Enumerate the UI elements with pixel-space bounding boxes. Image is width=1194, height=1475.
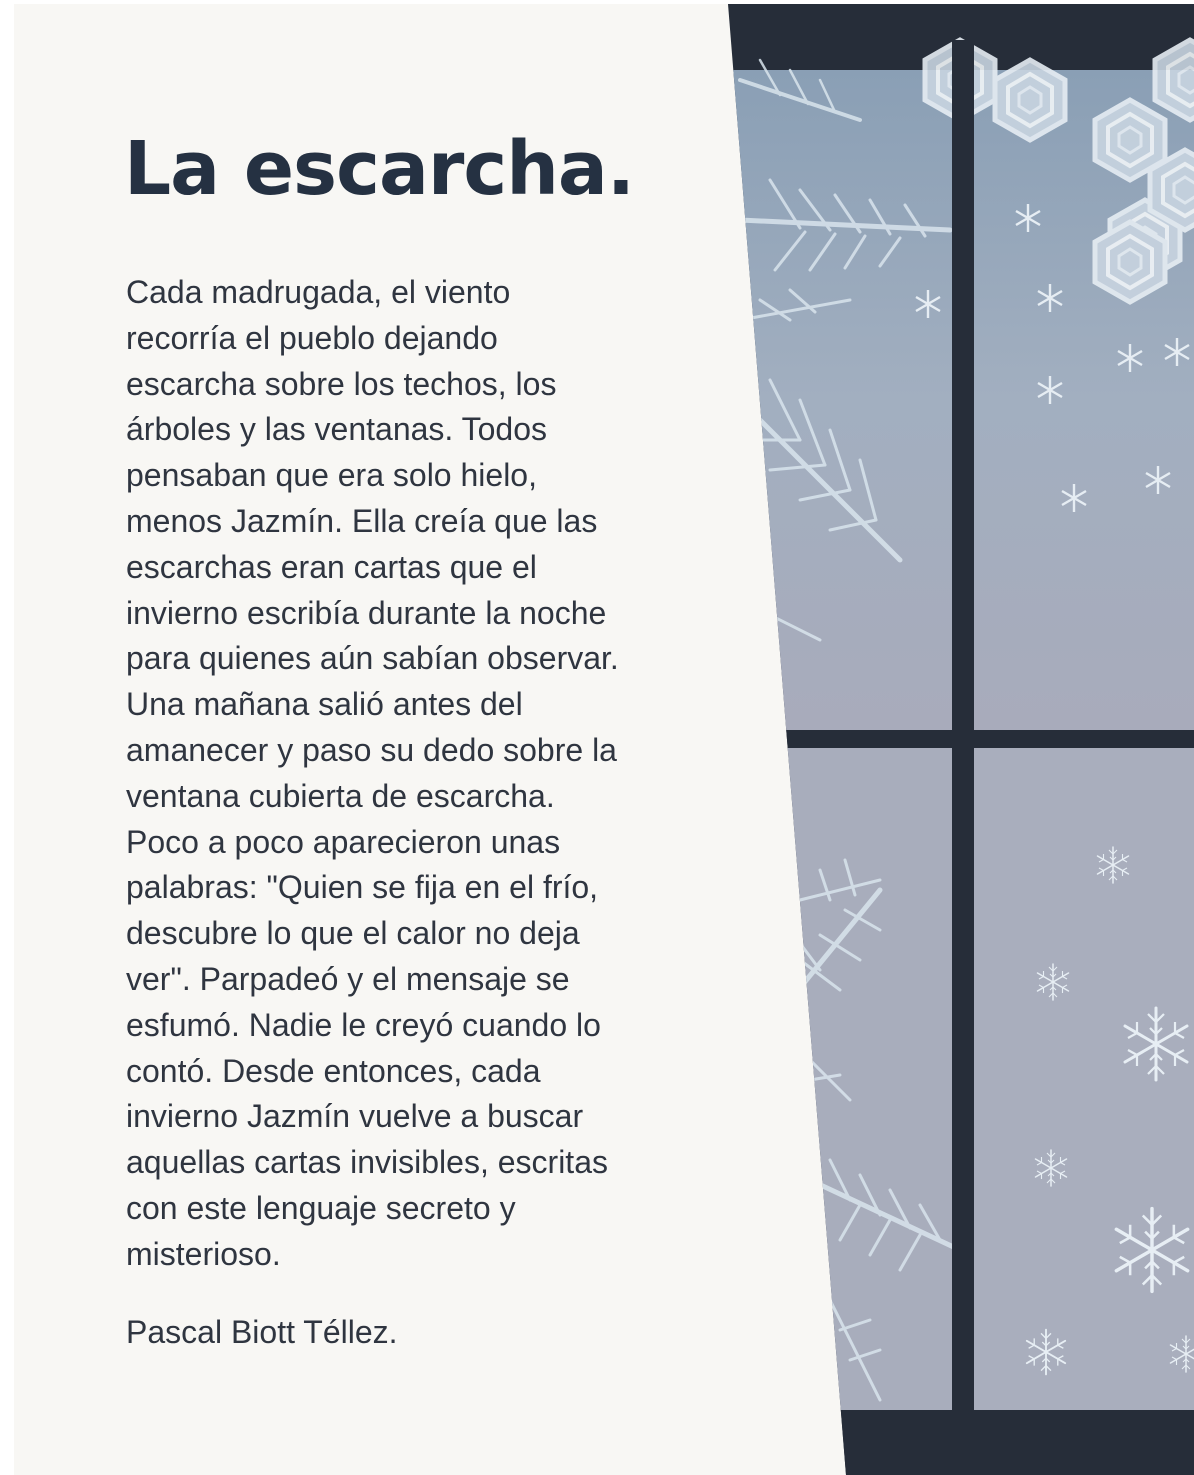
story-line: recorría el pueblo dejando [126,319,498,356]
window-frame-transom [700,730,1194,748]
story-line: misterioso. [126,1235,281,1272]
story-line: Poco a poco aparecieron unas [126,823,561,860]
story-line: ventana cubierta de escarcha. [126,777,555,814]
story-line: para quienes aún sabían observar. [126,640,619,677]
story-line: invierno escribía durante la noche [126,594,607,631]
story-line: pensaban que era solo hielo, [126,457,537,494]
story-line: contó. Desde entonces, cada [126,1052,541,1089]
author-signature: Pascal Biott Téllez. [126,1314,398,1350]
story-line: con este lenguaje secreto y [126,1189,516,1226]
story-line: amanecer y paso su dedo sobre la [126,731,617,768]
story-line: menos Jazmín. Ella creía que las [126,502,598,539]
story-title: La escarcha. [124,126,634,212]
story-line: esfumó. Nadie le creyó cuando lo [126,1006,601,1043]
window-pane-bottom-left [700,748,952,1410]
story-line: escarcha sobre los techos, los [126,365,557,402]
story-line: palabras: "Quien se fija en el frío, [126,869,599,906]
window-pane-bottom-right [974,748,1194,1410]
story-line: invierno Jazmín vuelve a buscar [126,1098,584,1135]
story-line: descubre lo que el calor no deja [126,915,580,952]
story-line: Una mañana salió antes del [126,686,523,723]
window-frame-bottom [700,1410,1194,1475]
window-pane-top-left [700,70,952,730]
story-line: Cada madrugada, el viento [126,274,511,310]
story-line: árboles y las ventanas. Todos [126,411,547,448]
window-frame-mullion [952,40,974,1475]
story-line: escarchas eran cartas que el [126,548,537,585]
story-line: ver". Parpadeó y el mensaje se [126,960,570,997]
story-line: aquellas cartas invisibles, escritas [126,1144,608,1181]
story-body [126,270,686,1278]
